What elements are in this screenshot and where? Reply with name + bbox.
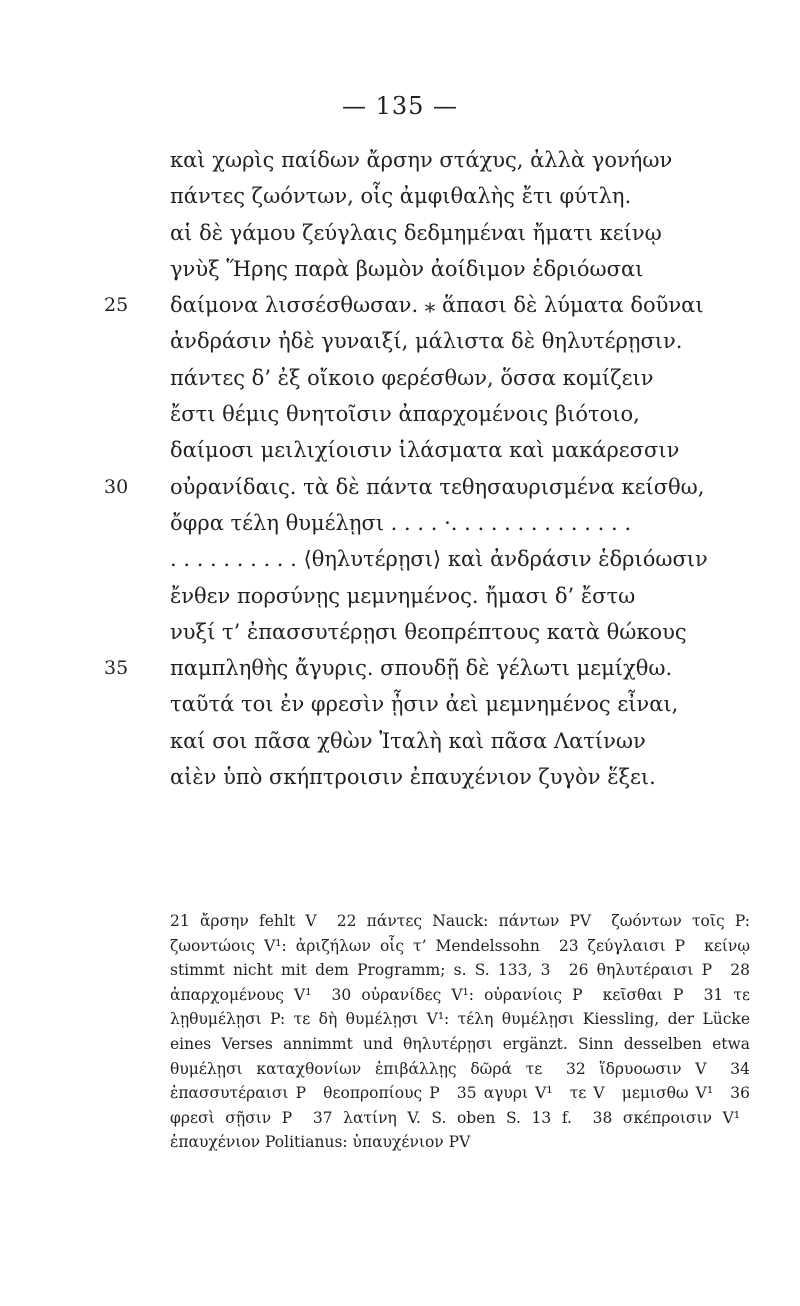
verse-line (170, 251, 790, 287)
verse-line (170, 178, 790, 214)
verse-line (170, 432, 790, 468)
apparatus-note: 32 ἵδρυοωσιν V (566, 1059, 707, 1078)
verse-text: αἰὲν ὑπὸ σκήπτροισιν ἐπαυχένιον ζυγὸν ἕξει. (170, 765, 656, 790)
apparatus-note: κεῖσθαι P (602, 985, 684, 1004)
verse-line (170, 723, 790, 759)
verse-text: καί σοι πᾶσα χθὼν Ἰταλὴ καὶ πᾶσα Λατίνων (170, 728, 646, 753)
verse-line (104, 650, 790, 686)
critical-apparatus (170, 909, 750, 1155)
verse-text: δαίμοσι μειλιχίοισιν ἱλάσματα καὶ μακάρεσσιν (170, 438, 680, 463)
verse-line (170, 360, 790, 396)
apparatus-note: 22 πάντες Nauck: πάντων PV (336, 912, 592, 930)
verse-text: . . . . . . . . . . ⟨θηλυτέρῃσι⟩ καὶ ἀνδράσιν ἑδριόωσιν (170, 547, 708, 572)
apparatus-note: 36 φρεσὶ σῇσιν P (170, 1084, 750, 1127)
apparatus-note: 34 ἐπασσυτέραισι P (170, 1059, 750, 1103)
apparatus-note: 28 ἀπαρχομένους V¹ (170, 961, 750, 1004)
verse-text: ἔστι θέμις θνητοῖσιν ἀπαρχομένοις βιότοιο, (170, 402, 640, 427)
apparatus-note: ἐπαυχένιον Politianus: ὑπαυχένιον PV (170, 1133, 471, 1152)
apparatus-note: μεμισθω V¹ (621, 1084, 714, 1103)
line-number: 35 (104, 657, 129, 680)
verse-text: καὶ χωρὶς παίδων ἄρσην στάχυς, ἀλλὰ γονήων (170, 148, 673, 172)
verse-line (170, 323, 790, 359)
apparatus-note: ζωόντων τοῖς P: ζωοντώοις V¹: ἀριζήλων οἷς τ’ Mendelssohn (170, 912, 750, 955)
apparatus-note: τε V (569, 1084, 605, 1103)
verse-line (170, 142, 790, 178)
apparatus-note: 31 τε λῃθυμέλῃσι P: τε δὴ θυμέλῃσι V¹: τέλη θυμέλῃσι Kiessling, der Lücke eines Verses annimmt und θηλυτέρῃσι ergänzt. Sinn desselben etwa θυμέλῃσι καταχθονίων ἐπιβάλλῃς δῶρά τε (170, 985, 750, 1078)
verse-block (104, 142, 790, 795)
apparatus-note: θεοπροπίους P (323, 1084, 440, 1103)
verse-line (170, 686, 790, 722)
verse-text: ταῦτά τοι ἐν φρεσὶν ᾖσιν ἀεὶ μεμνημένος εἶναι, (170, 692, 679, 717)
apparatus-note: 30 οὐρανίδες V¹: οὐρανίοις P (331, 985, 583, 1004)
line-number: 30 (104, 475, 129, 498)
apparatus-note: 23 ζεύγλαισι P (558, 936, 686, 955)
verse-text: δαίμονα λισσέσθωσαν. ⁎ ἅπασι δὲ λύματα δοῦναι (170, 293, 704, 318)
apparatus-note: 37 λατίνη V. S. oben S. 13 f. (312, 1108, 572, 1127)
verse-line (170, 614, 790, 650)
verse-line (170, 541, 790, 577)
verse-line (170, 505, 790, 541)
verse-text: παμπληθὴς ἄγυρις. σπουδῇ δὲ γέλωτι μεμίχθω. (170, 656, 673, 681)
verse-line (170, 215, 790, 251)
verse-text: πάντες δ’ ἐξ οἴκοιο φερέσθων, ὅσσα κομίζειν (170, 365, 654, 390)
apparatus-note: 35 αγυρι V¹ (456, 1084, 553, 1103)
verse-text: οὐρανίδαις. τὰ δὲ πάντα τεθησαυρισμένα κείσθω, (170, 474, 705, 499)
apparatus-note: 21 ἄρσην fehlt V (170, 912, 317, 930)
verse-text: πάντες ζωόντων, οἷς ἀμφιθαλὴς ἔτι φύτλη. (170, 184, 632, 209)
verse-text: αἱ δὲ γάμου ζεύγλαις δεδμημέναι ἤματι κείνῳ (170, 220, 662, 245)
verse-line (170, 578, 790, 614)
line-number: 25 (104, 294, 129, 317)
verse-text: γνὺξ Ἥρης παρὰ βωμὸν ἀοίδιμον ἑδριόωσαι (170, 256, 644, 281)
verse-text: ἔνθεν πορσύνῃς μεμνημένος. ἤμασι δ’ ἔστω (170, 583, 636, 608)
verse-text: νυξί τ’ ἐπασσυτέρῃσι θεοπρέπτους κατὰ θώκους (170, 619, 687, 644)
verse-line (170, 759, 790, 795)
verse-text: ἀνδράσιν ἠδὲ γυναιξί, μάλιστα δὲ θηλυτέρῃσιν. (170, 329, 683, 354)
apparatus-note: κείνῳ stimmt nicht mit dem Programm; s. S. 133, 3 (170, 936, 750, 980)
verse-text: ὄφρα τέλη θυμέλῃσι . . . . ·. . . . . . . . . . . . . . (170, 510, 631, 535)
verse-line (104, 287, 790, 323)
apparatus-note: 38 σκέπροισιν V¹ (592, 1108, 740, 1127)
page-number: — 135 — (341, 92, 459, 120)
verse-line (104, 469, 790, 505)
verse-line (170, 396, 790, 432)
apparatus-note: 26 θηλυτέραισι P (568, 961, 713, 980)
